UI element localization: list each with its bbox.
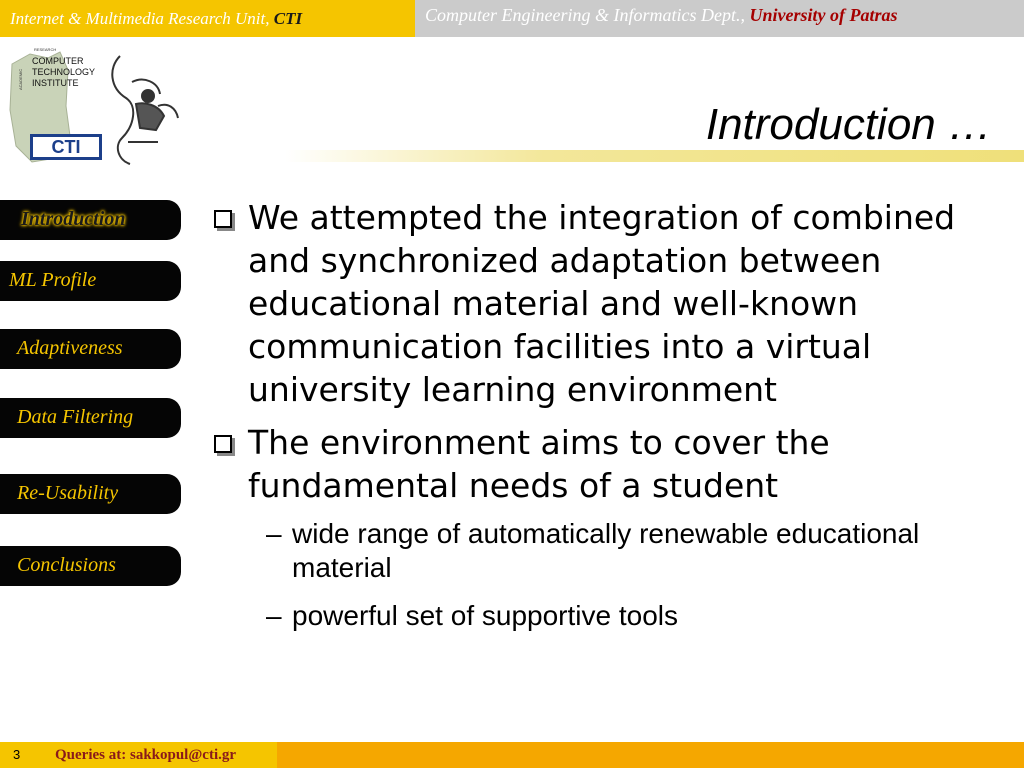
dash-bullet-icon: – xyxy=(266,518,282,549)
nav-item-adaptiveness[interactable] xyxy=(0,329,181,369)
header-right-text: Computer Engineering & Informatics Dept., University of Patras xyxy=(425,5,898,25)
sub-bullet-text: wide range of automatically renewable educational material xyxy=(292,518,920,583)
footer-bar xyxy=(0,742,1024,768)
nav-item-conclusions[interactable] xyxy=(0,546,181,586)
queries-contact[interactable]: Queries at: sakkopul@cti.gr xyxy=(55,747,237,763)
nav-label-data-filtering: Data Filtering xyxy=(17,406,134,428)
header-left-text: Internet & Multimedia Research Unit, CTI xyxy=(10,9,303,28)
logo-line-institute: INSTITUTE xyxy=(32,78,79,88)
nav-label-ml-profile: ML Profile xyxy=(9,269,97,291)
bullet-item xyxy=(210,421,1010,507)
nav-item-ml-profile[interactable] xyxy=(0,261,181,301)
header-right-bar xyxy=(415,0,1024,37)
bullet-text: We attempted the integration of combined and synchronized adaptation between educational material and well-known communication facilities into a virtual university learning environment xyxy=(248,198,956,409)
page-number: 3 xyxy=(13,747,21,762)
checkbox-bullet-icon xyxy=(214,210,232,228)
nav-label-adaptiveness: Adaptiveness xyxy=(17,337,123,359)
slide-title: Introduction … xyxy=(705,100,992,149)
nav-item-introduction[interactable] xyxy=(0,200,181,240)
nav-label-introduction: Introduction xyxy=(21,208,126,230)
slide-content xyxy=(210,196,1010,647)
logo-line-computer: COMPUTER xyxy=(32,56,84,66)
cti-logo xyxy=(8,46,188,172)
logo-line-technology: TECHNOLOGY xyxy=(32,67,96,77)
bullet-item xyxy=(210,196,1010,411)
logo-side-text: ACADEMIC xyxy=(18,68,23,90)
dash-bullet-icon: – xyxy=(266,600,282,631)
header-left-bar xyxy=(0,0,415,37)
header-right-bold: University of Patras xyxy=(749,5,898,25)
sub-bullet-text: powerful set of supportive tools xyxy=(292,600,678,631)
checkbox-bullet-icon xyxy=(214,435,232,453)
sub-bullet-item xyxy=(210,517,1010,585)
sub-bullet-item xyxy=(210,599,1010,633)
nav-label-re-usability: Re-Usability xyxy=(17,482,119,504)
logo-figure xyxy=(112,56,178,164)
header-left-bold: CTI xyxy=(273,9,303,28)
logo-cti-text: CTI xyxy=(51,137,81,157)
bullet-text: The environment aims to cover the fundamental needs of a student xyxy=(248,423,830,505)
nav-item-data-filtering[interactable] xyxy=(0,398,181,438)
nav-label-conclusions: Conclusions xyxy=(17,554,116,576)
logo-small-text: RESEARCH xyxy=(34,47,57,52)
nav-item-re-usability[interactable] xyxy=(0,474,181,514)
title-underline-bar xyxy=(285,150,1024,162)
